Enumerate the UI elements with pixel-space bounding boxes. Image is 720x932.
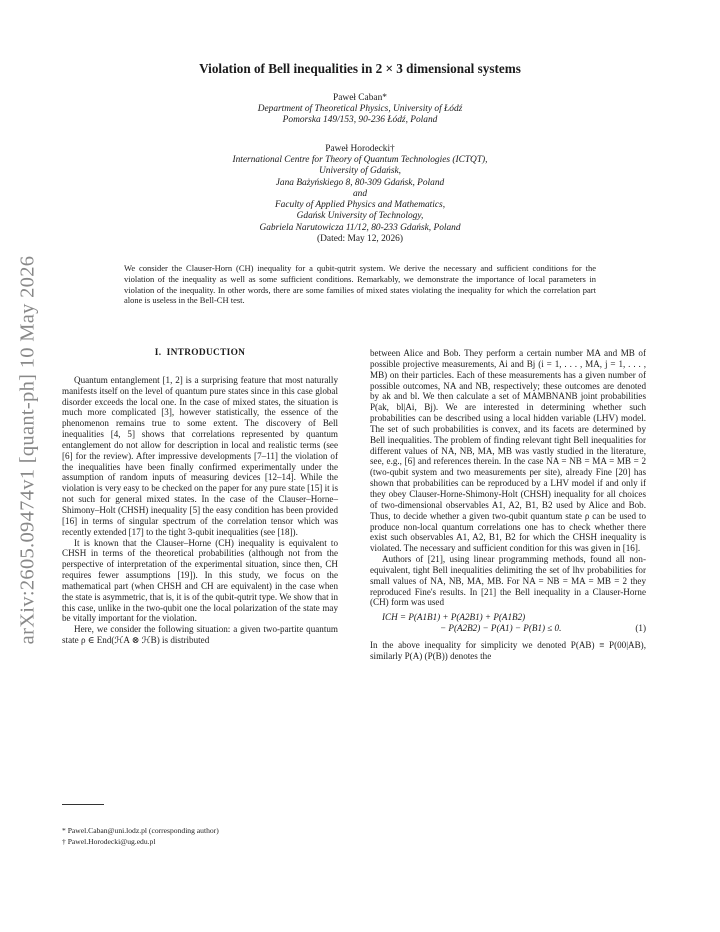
left-column	[62, 348, 338, 646]
equation-1	[370, 612, 646, 634]
right-column	[370, 348, 646, 662]
equation-number: (1)	[635, 623, 646, 634]
abstract: We consider the Clauser-Horn (CH) inequality for a qubit-qutrit system. We derive the necessary and sufficient conditions for the violation of the inequality as well as some sufficient conditions. Remarkably, we demonstrate the importance of local parameters in violation of the inequality. In other words, there are some families of mixed states violating the inequality for which the correlation part alone is useless in the Bell-CH test.	[124, 263, 596, 306]
author-affil-2-line-2: University of Gdańsk,	[318, 166, 402, 176]
author-affil-2-line-3: Jana Bażyńskiego 8, 80-309 Gdańsk, Poland	[275, 178, 445, 188]
paragraph: between Alice and Bob. They perform a certain number MA and MB of possible projective measurements, Ai and Bj (i = 1, . . . , MA, j = 1, . . . , MB) on their particles. Each of these measurements has a given number of possible outcomes, NA and NB, respectively; these outcomes are denoted by ak and bl. We then calculate a set of MAMBNANB joint probabilities P(ak, bl|Ai, Bj). We are interested in determining whether such probabilities can be described using a local hidden variable (LHV) model. The set of such probabilities is convex, and its facets are determined by Bell inequalities. The problem of finding relevant tight Bell inequalities for different values of NA, NB, MA, MB was vastly studied in the literature, see, e.g., [6] and references therein. In the case NA = NB = MA = MB = 2 (two-qubit system and two measurements per site), already Fine [20] has shown that probabilities can be reproduced by a LHV model if and only if they obey Clauser-Horne-Shimony-Holt (CHSH) inequality for all choices of two-dimensional observables A1, A2, B1, B2 used by Alice and Bob. Thus, to decide whether a given two-qubit quantum state ρ can be used to produce non-local quantum correlations one has to check whether there exist such observables A1, A2, B1, B2 for which the CHSH inequality is violated. The necessary and sufficient condition for this was given in [16].	[370, 348, 646, 554]
author-affil-2-line-5: Faculty of Applied Physics and Mathematics,	[274, 200, 446, 210]
author-name-1: Paweł Caban*	[333, 93, 387, 103]
equation-line-2: − P(A2B2) − P(A1) − P(B1) ≤ 0.	[440, 623, 562, 634]
arxiv-sidebar-stamp	[8, 240, 48, 660]
paragraph: Quantum entanglement [1, 2] is a surprising feature that most naturally manifests itself on the level of quantum pure states since in this case global disorder exceeds the local one. In the case of mixed states, the situation is much more complicated [3], however statistically, the essence of the phenomenon remains true to some extent. The discovery of Bell inequalities [4, 5] shows that correlations represented by quantum entanglement do not allow for description in local and realistic terms (see [6] for the review). After impressive developments [7–11] the violation of the inequalities have been finally confirmed experimentally under the assumption of random inputs of measuring devices [12–14]. While the violation is very easy to be checked on the paper for any pure state [15] it is not such for general mixed states. In the case of the Clauser–Horne–Shimony–Holt (CHSH) inequality [5] the easy condition has been provided [16] in terms of singular spectrum of the correlation tensor which was recently extended [17] to the tight 3-qubit inequalities (see [18]).	[62, 374, 338, 537]
section-heading: I. INTRODUCTION	[154, 348, 246, 358]
footnote-1: * Pawel.Caban@uni.lodz.pl (corresponding author)	[62, 826, 219, 835]
equation-line-1: ICH = P(A1B1) + P(A2B1) + P(A1B2)	[382, 612, 526, 623]
author-affil-1-line-1: Department of Theoretical Physics, University of Łódź	[257, 104, 463, 114]
paragraph: Here, we consider the following situation: a given two-partite quantum state ρ ∈ End(ℋA ⊗ ℋB) is distributed	[62, 624, 338, 646]
date-line: (Dated: May 12, 2026)	[317, 234, 403, 244]
author-name-2: Paweł Horodecki†	[325, 144, 395, 154]
author-affil-2-line-6: Gdańsk University of Technology,	[296, 211, 424, 221]
paper-title: Violation of Bell inequalities in 2 × 3 dimensional systems	[199, 61, 521, 76]
footnote-rule	[62, 804, 104, 805]
author-affil-2-line-1: International Centre for Theory of Quantum Technologies (ICTQT),	[232, 155, 488, 165]
paragraph: In the above inequality for simplicity we denoted P(AB) ≡ P(00|AB), similarly P(A) (P(B)) denotes the	[370, 639, 646, 661]
author-affil-2-line-7: Gabriela Narutowicza 11/12, 80-233 Gdańsk, Poland	[259, 223, 461, 233]
paragraph: It is known that the Clauser–Horne (CH) inequality is equivalent to CHSH in terms of the theoretical probabilities (although not from the perspective of interpretation of the experimental situation, since then, CH requires fewer assumptions [19]). In this study, we focus on the mathematical part (when CHSH and CH are equivalent) in the case when the state is asymmetric, that is, it is of the qubit-qutrit type. We show that in this case, unlike in the two-qubit one the local polarization of the state may be vitally important for the violation.	[62, 537, 338, 624]
arxiv-id: arXiv:2605.09474v1 [quant-ph] 10 May 2026	[16, 255, 39, 645]
author-affil-1-line-2: Pomorska 149/153, 90-236 Łódź, Poland	[282, 115, 438, 125]
author-affil-2-line-4: and	[352, 189, 368, 199]
footnote-2: † Pawel.Horodecki@ug.edu.pl	[62, 837, 156, 846]
paragraph: Authors of [21], using linear programming methods, found all non-equivalent, tight Bell inequalities delimiting the set of lhv probabilities for small values of NA, NB, MA, MB. For NA = NB = MA = MB = 2 they reproduced Fine's results. In [21] the Bell inequality in a Clauser-Horne (CH) form was used	[370, 554, 646, 608]
